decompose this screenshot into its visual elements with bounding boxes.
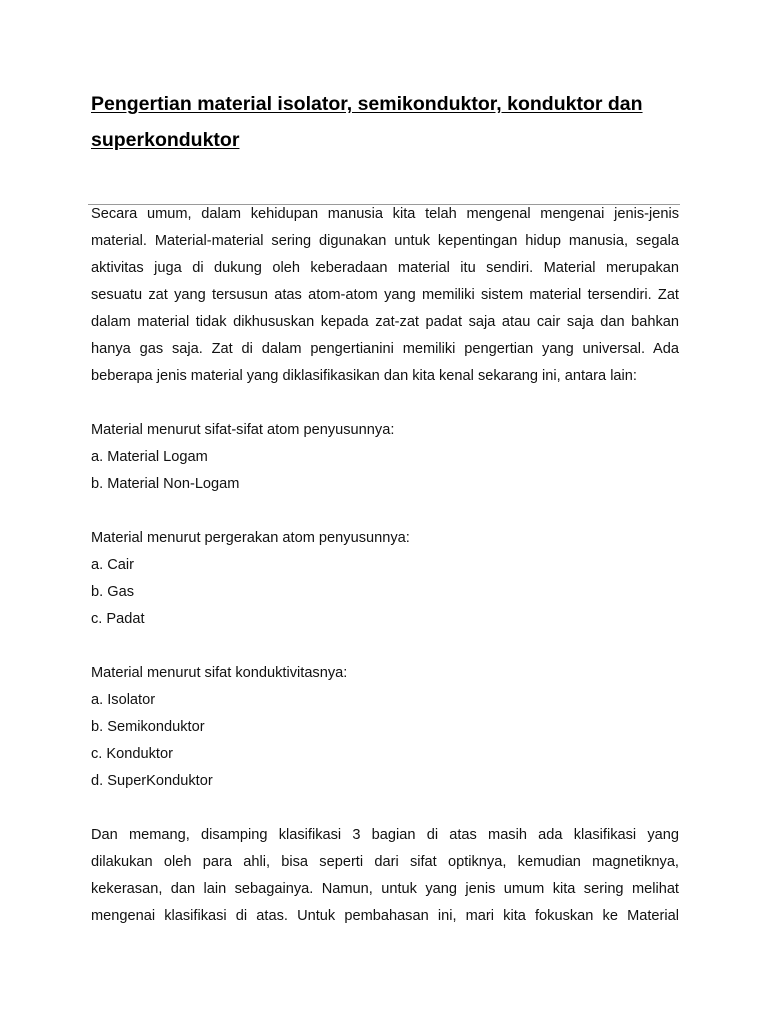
closing-line: Dan memang, disamping klasifikasi 3 bagian di atas masih ada klasifikasi yang <box>91 827 679 843</box>
closing-paragraph <box>91 822 679 930</box>
list-conductivity <box>91 660 679 795</box>
title-line-2: superkonduktor <box>91 129 240 151</box>
list-item: c. Padat <box>91 611 145 627</box>
closing-line: kekerasan, dan lain sebagainya. Namun, untuk yang jenis umum kita sering melihat <box>91 881 679 897</box>
list-heading: Material menurut sifat konduktivitasnya: <box>91 665 348 681</box>
closing-line: mengenai klasifikasi di atas. Untuk pembahasan ini, mari kita fokuskan ke Material <box>91 908 679 924</box>
list-item: a. Cair <box>91 557 134 573</box>
list-item: b. Gas <box>91 584 134 600</box>
intro-line: material. Material-material sering digunakan untuk kepentingan hidup manusia, segala <box>91 233 679 249</box>
document-body <box>91 201 679 930</box>
intro-line: hanya gas saja. Zat di dalam pengertianini memiliki pengertian yang universal. Ada <box>91 341 679 357</box>
list-item: b. Semikonduktor <box>91 719 205 735</box>
list-heading: Material menurut sifat-sifat atom penyusunnya: <box>91 422 395 438</box>
list-item: d. SuperKonduktor <box>91 773 213 789</box>
intro-line: beberapa jenis material yang diklasifikasikan dan kita kenal sekarang ini, antara lain: <box>91 368 637 384</box>
list-atomic-motion <box>91 525 679 633</box>
document-title <box>91 86 691 158</box>
intro-line: aktivitas juga di dukung oleh keberadaan material itu sendiri. Material merupakan <box>91 260 679 276</box>
intro-paragraph <box>91 201 679 390</box>
intro-line: dalam material tidak dikhususkan kepada zat-zat padat saja atau cair saja dan bahkan <box>91 314 679 330</box>
list-item: a. Material Logam <box>91 449 208 465</box>
intro-line: Secara umum, dalam kehidupan manusia kita telah mengenal mengenai jenis-jenis <box>91 206 679 222</box>
list-atomic-properties <box>91 417 679 498</box>
closing-line: dilakukan oleh para ahli, bisa seperti dari sifat optiknya, kemudian magnetiknya, <box>91 854 679 870</box>
intro-line: sesuatu zat yang tersusun atas atom-atom yang memiliki sistem material tersendiri. Zat <box>91 287 679 303</box>
list-item: b. Material Non-Logam <box>91 476 240 492</box>
list-item: c. Konduktor <box>91 746 173 762</box>
list-item: a. Isolator <box>91 692 156 708</box>
title-line-1: Pengertian material isolator, semikonduktor, konduktor dan <box>91 93 643 115</box>
list-heading: Material menurut pergerakan atom penyusunnya: <box>91 530 410 546</box>
